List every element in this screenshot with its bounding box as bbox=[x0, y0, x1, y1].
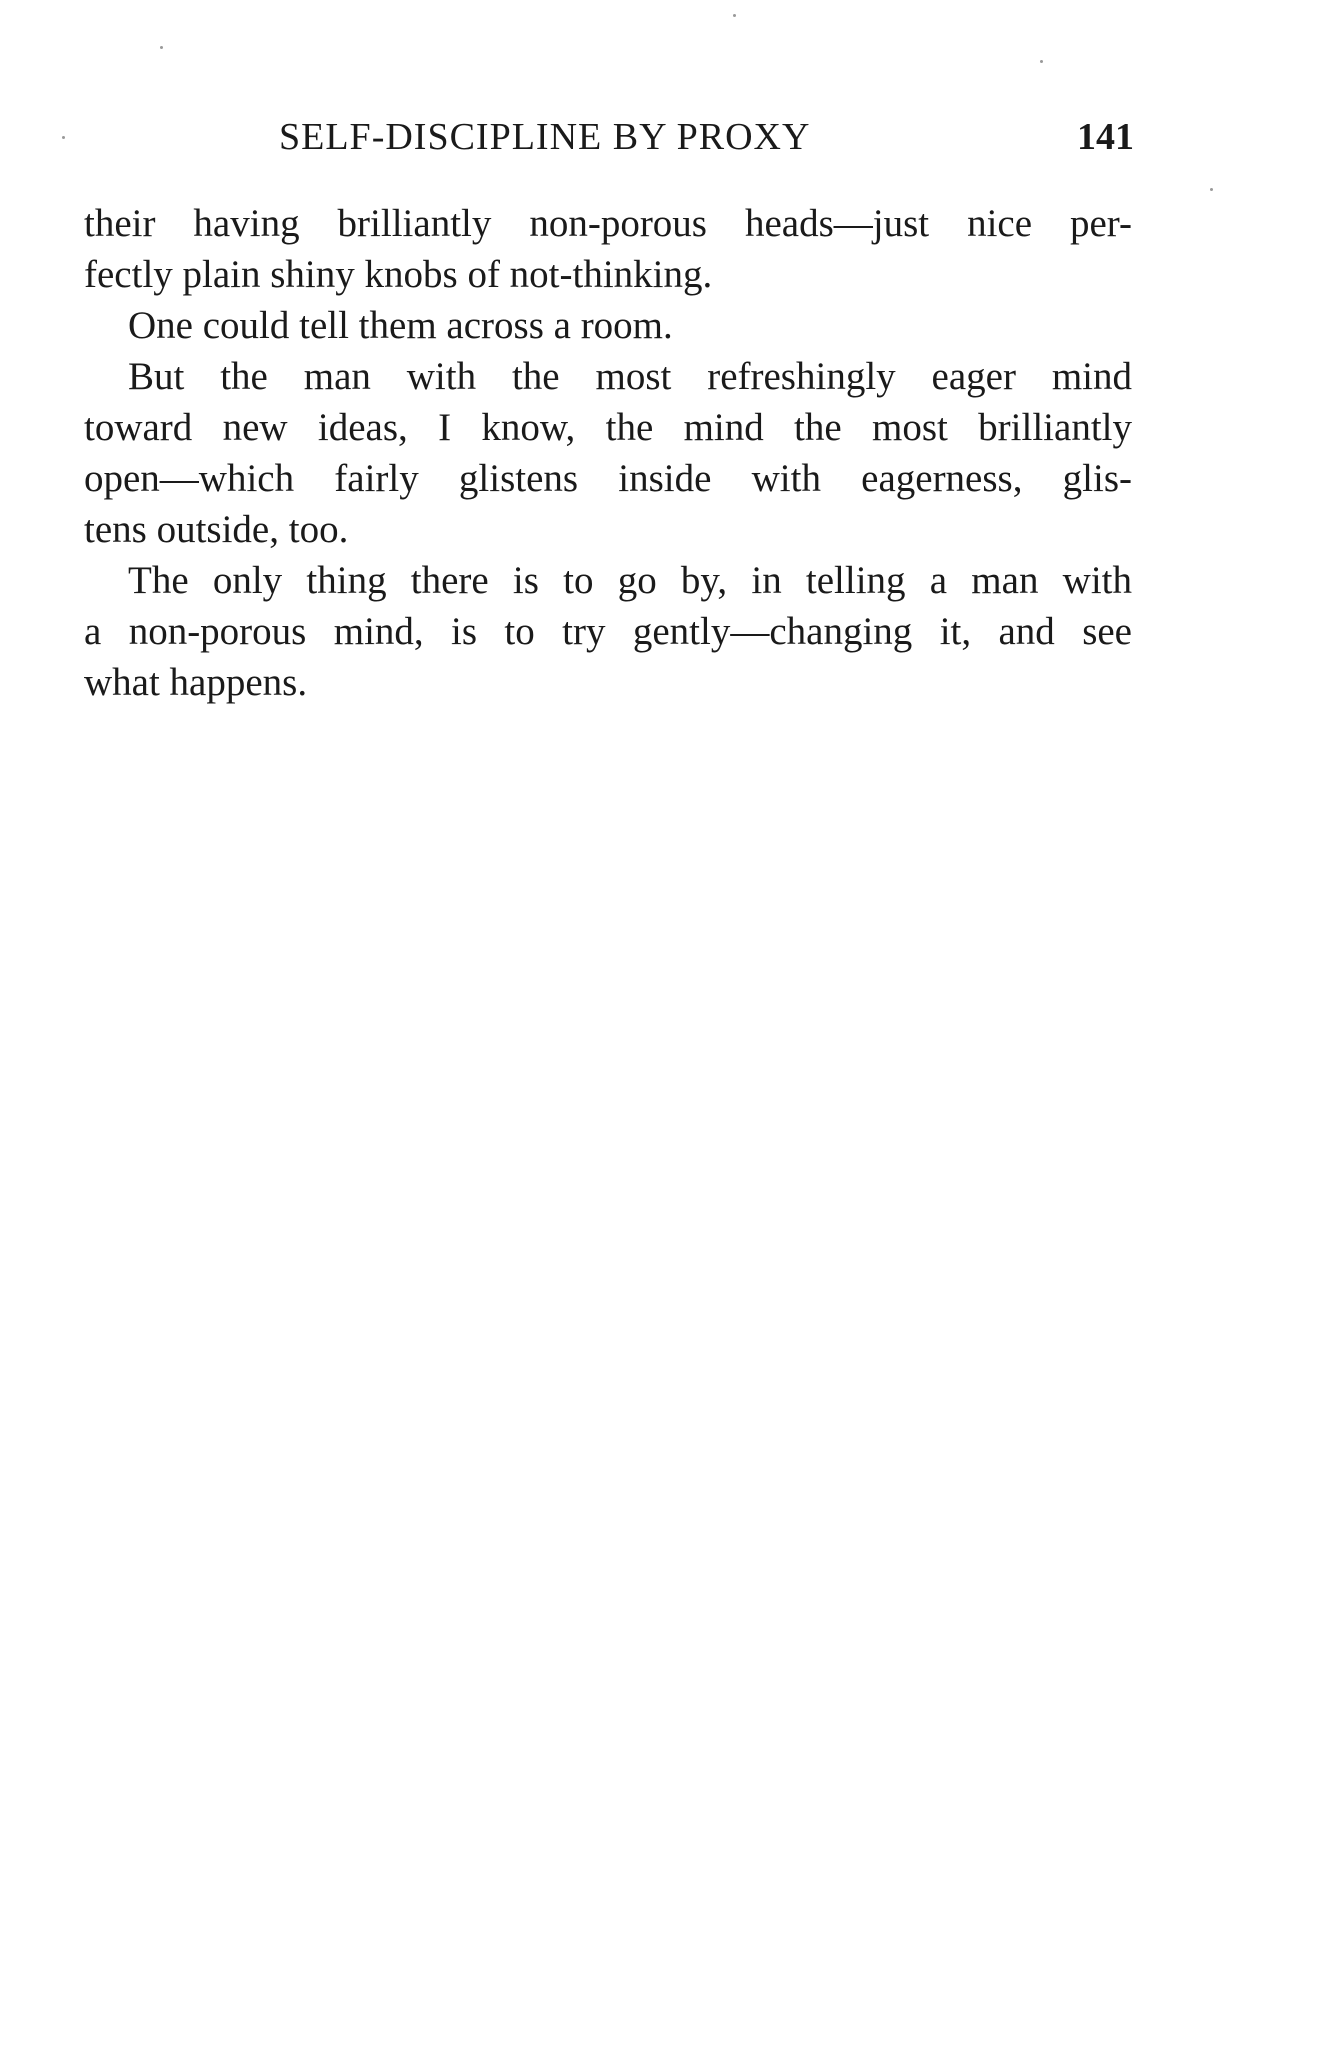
text-line: toward new ideas, I know, the mind the most brilliantly bbox=[84, 406, 1132, 449]
body-text bbox=[84, 198, 1132, 708]
paragraph bbox=[84, 198, 1132, 300]
paragraph bbox=[84, 351, 1132, 555]
paragraph bbox=[84, 555, 1132, 708]
scan-speck bbox=[160, 46, 163, 49]
page-number: 141 bbox=[1077, 116, 1134, 158]
text-line: open—which fairly glistens inside with eagerness, glis- bbox=[84, 457, 1132, 500]
scan-speck bbox=[1210, 188, 1213, 191]
text-line: tens outside, too. bbox=[84, 508, 349, 551]
text-line: But the man with the most refreshingly eager mind bbox=[128, 355, 1132, 398]
page-header bbox=[84, 112, 1134, 162]
running-head: SELF-DISCIPLINE BY PROXY bbox=[279, 116, 811, 158]
text-line: their having brilliantly non-porous heads—just nice per- bbox=[84, 202, 1132, 245]
scan-speck bbox=[1040, 60, 1043, 63]
text-line: The only thing there is to go by, in telling a man with bbox=[128, 559, 1132, 602]
text-line: a non-porous mind, is to try gently—changing it, and see bbox=[84, 610, 1132, 653]
text-line: fectly plain shiny knobs of not-thinking. bbox=[84, 253, 713, 296]
scan-speck bbox=[733, 14, 736, 17]
text-line: One could tell them across a room. bbox=[128, 304, 673, 347]
text-line: what happens. bbox=[84, 661, 308, 704]
paragraph bbox=[84, 300, 1132, 351]
scan-speck bbox=[62, 136, 65, 139]
